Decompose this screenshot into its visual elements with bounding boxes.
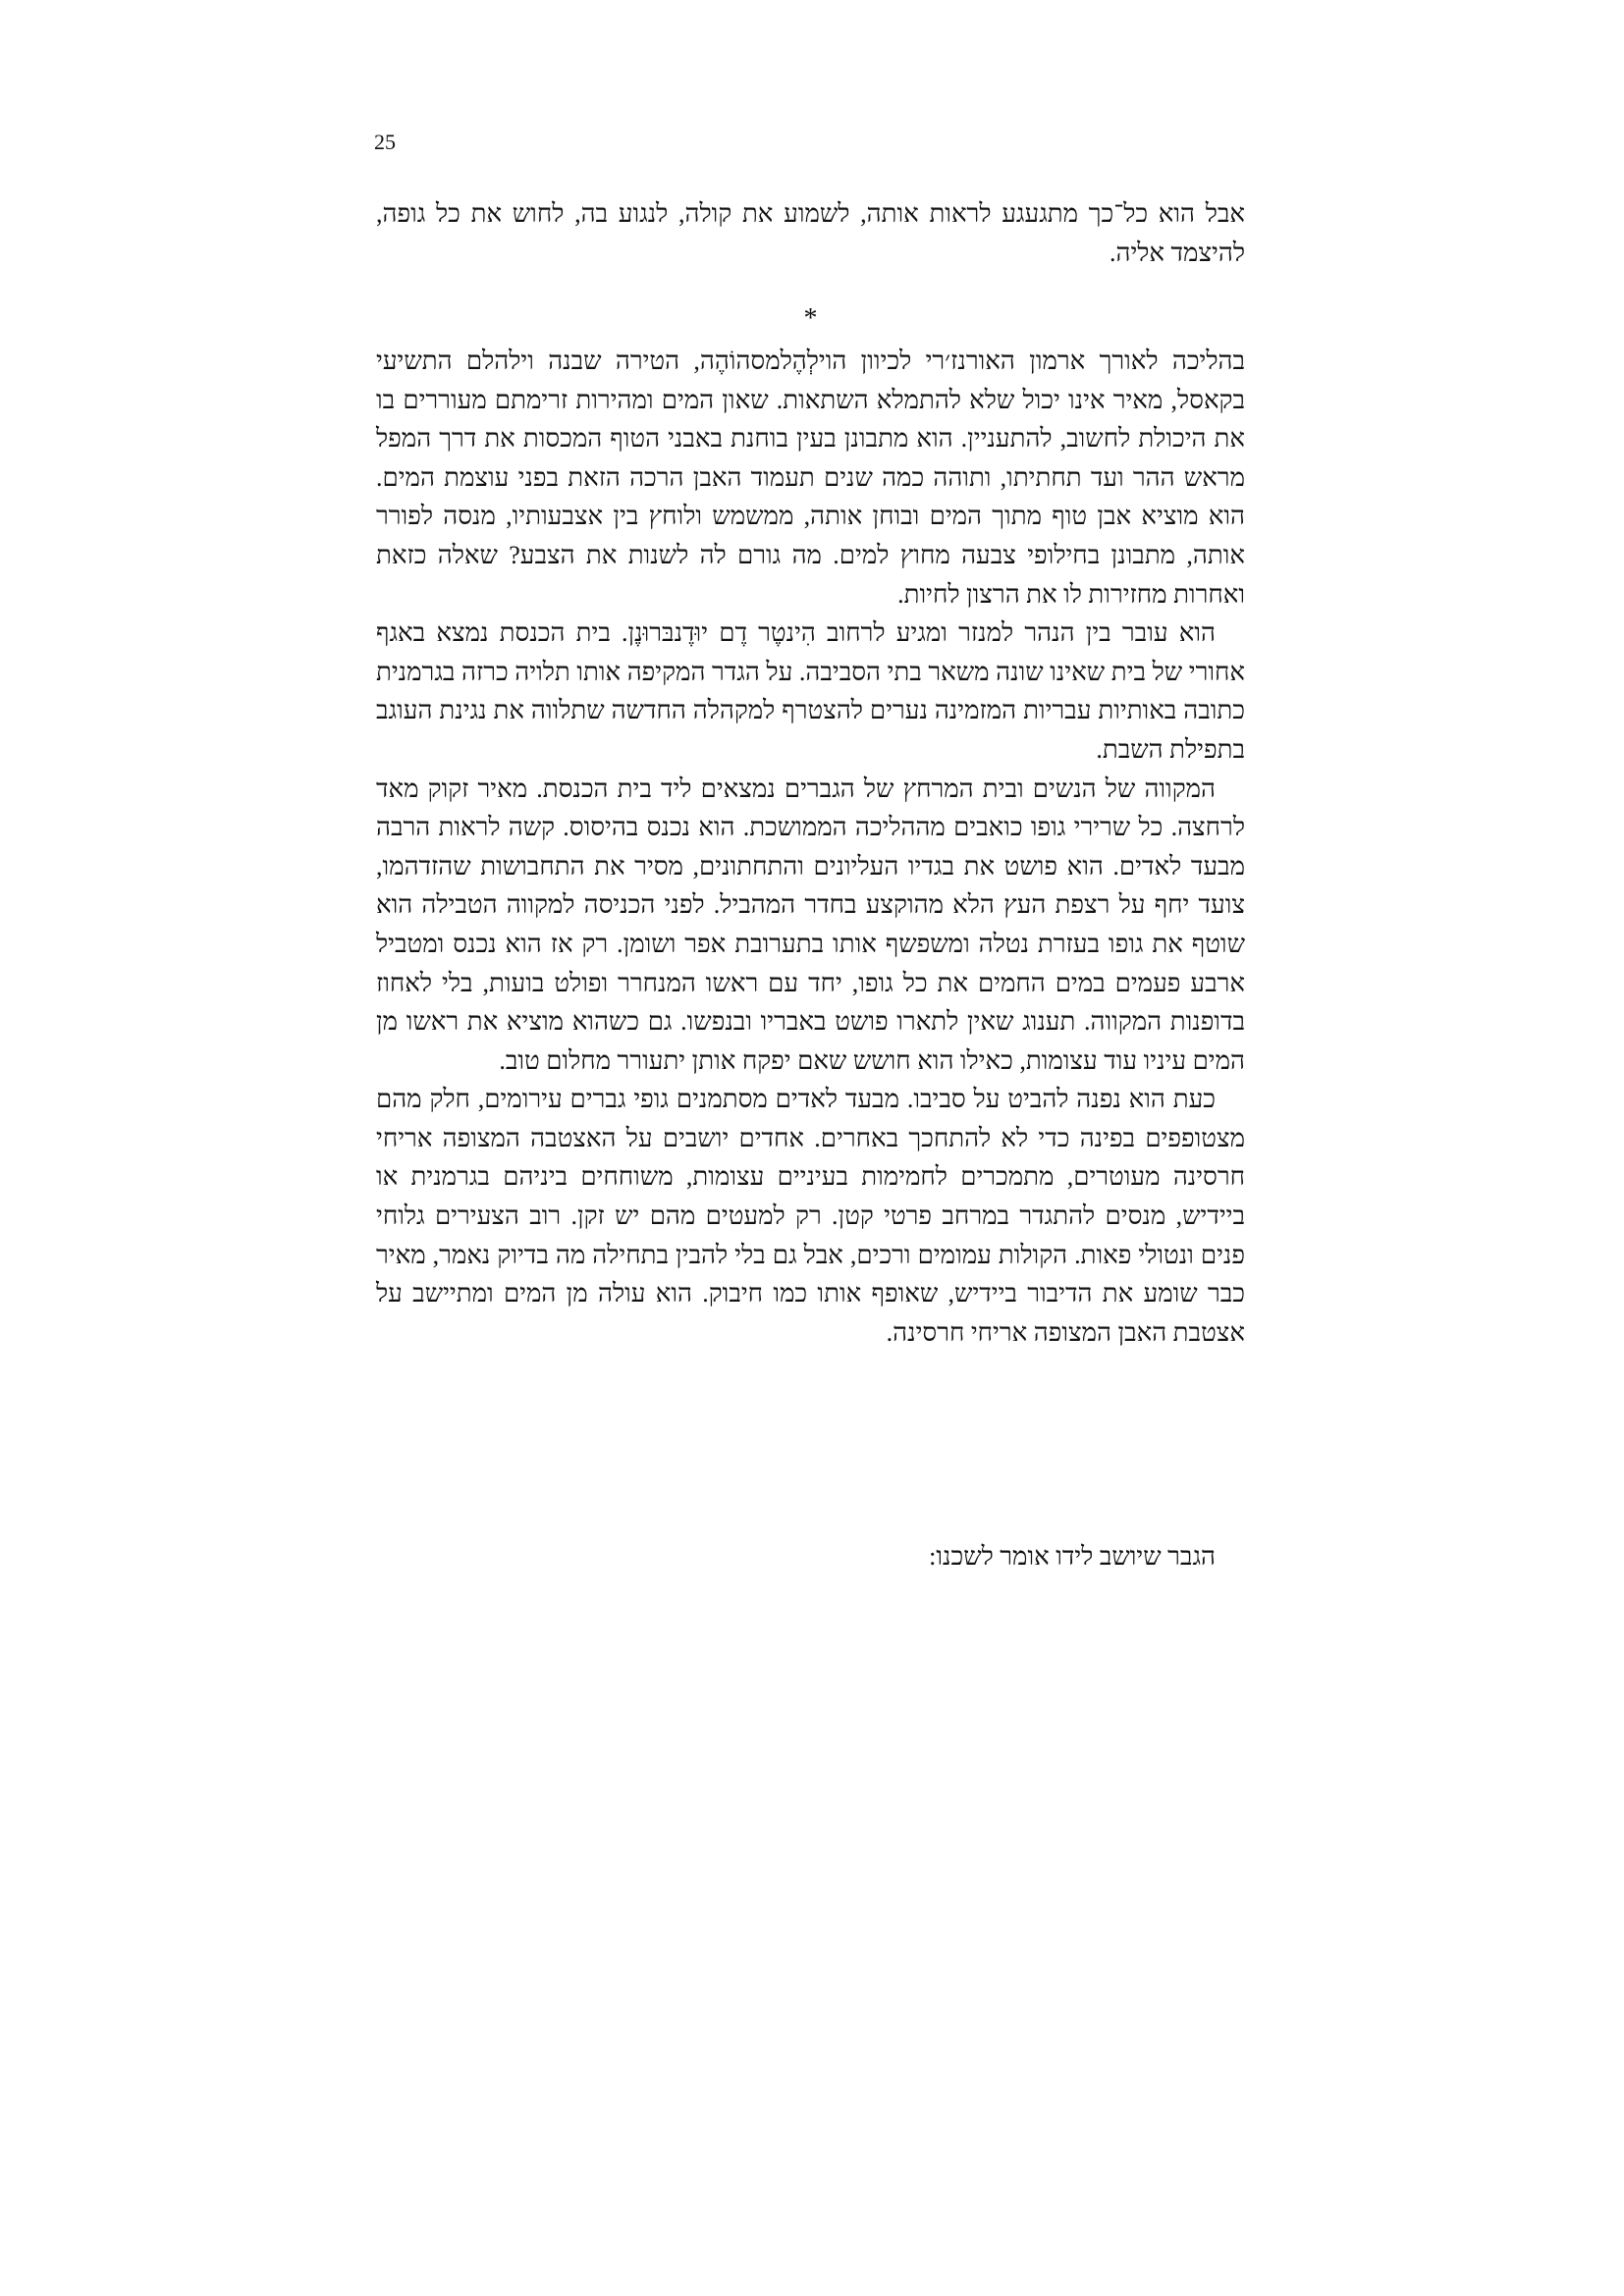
page-number: 25 bbox=[374, 130, 396, 154]
paragraph: בהליכה לאורך ארמון האורנז׳רי לכיוון הוילְהֶלמסהוֹהֶה, הטירה שבנה וילהלם התשיעי בקאסל, מאיר אינו יכול שלא להתמלא השתאות. שאון המים ומהירות זרימתם מעוררים בו את היכולת לחשוב, להתעניין. הוא מתבונן בעין בוחנת באבני הטוף המכסות את דרך המפל מראש ההר ועד תחתיתו, ותוהה כמה שנים תעמוד האבן הרכה הזאת בפני עוצמת המים. הוא מוציא אבן טוף מתוך המים ובוחן אותה, ממשמש ולוחץ בין אצבעותיו, מנסה לפורר אותה, מתבונן בחילופי צבעה מחוץ למים. מה גורם לה לשנות את הצבע? שאלה כזאת ואחרות מחזירות לו את הרצון לחיות. bbox=[376, 347, 1245, 609]
opening-text: אבל הוא כל־כך מתגעגע לראות אותה, לשמוע את קולה, לנגוע בה, לחוש את כל גופה, להיצמד אליה. bbox=[376, 199, 1245, 267]
paragraph: המקווה של הנשים ובית המרחץ של הגברים נמצאים ליד בית הכנסת. מאיר זקוק מאד לרחצה. כל שרירי גופו כואבים מההליכה הממושכת. הוא נכנס בהיסוס. קשה לראות הרבה מבעד לאדים. הוא פושט את בגדיו העליונים והתחתונים, מסיר את התחבושות שהזדהמו, צועד יחף על רצפת העץ הלא מהוקצע בחדר המהביל. לפני הכניסה למקווה הטבילה הוא שוטף את גופו בעזרת נטלה ומשפשף אותו בתערובת אפר ושומן. רק אז הוא נכנס ומטביל ארבע פעמים במים החמים את כל גופו, יחד עם ראשו המנחרר ופולט בועות, בלי לאחוז בדופנות המקווה. תענוג שאין לתארו פושט באבריו ובנפשו. גם כשהוא מוציא את ראשו מן המים עיניו עוד עצומות, כאילו הוא חושש שאם יפקח אותן יתעורר מחלום טוב. bbox=[376, 774, 1245, 1075]
section-separator: * bbox=[803, 303, 818, 334]
body-text bbox=[376, 342, 1245, 1352]
paragraph: הוא עובר בין הנהר למנזר ומגיע לרחוב הִינטֶר דֶם יוּדֶנבּרוּנֶן. בית הכנסת נמצא באגף אחורי של בית שאינו שונה משאר בתי הסביבה. על הגדר המקיפה אותו תלויה כרזה בגרמנית כתובה באותיות עבריות המזמינה נערים להצטרף למקהלה החדשה שתלווה את נגינת העוגב בתפילת השבת. bbox=[376, 618, 1245, 764]
paragraph: כעת הוא נפנה להביט על סביבו. מבעד לאדים מסתמנים גופי גברים עירומים, חלק מהם מצטופפים בפינה כדי לא להתחכך באחרים. אחדים יושבים על האצטבה המצופה אריחי חרסינה מעוטרים, מתמכרים לחמימות בעיניים עצומות, משוחחים ביניהם בגרמנית או ביידיש, מנסים להתגדר במרחב פרטי קטן. רק למעטים מהם יש זקן. רוב הצעירים גלוחי פנים ונטולי פאות. הקולות עמומים ורכים, אבל גם בלי להבין בתחילה מה בדיוק נאמר, מאיר כבר שומע את הדיבור ביידיש, שאופף אותו כמו חיבוק. הוא עולה מן המים ומתיישב על אצטבת האבן המצופה אריחי חרסינה. bbox=[376, 1085, 1245, 1347]
closing-line: הגבר שיושב לידו אומר לשכנו: bbox=[929, 1542, 1216, 1571]
opening-paragraph bbox=[376, 194, 1245, 272]
